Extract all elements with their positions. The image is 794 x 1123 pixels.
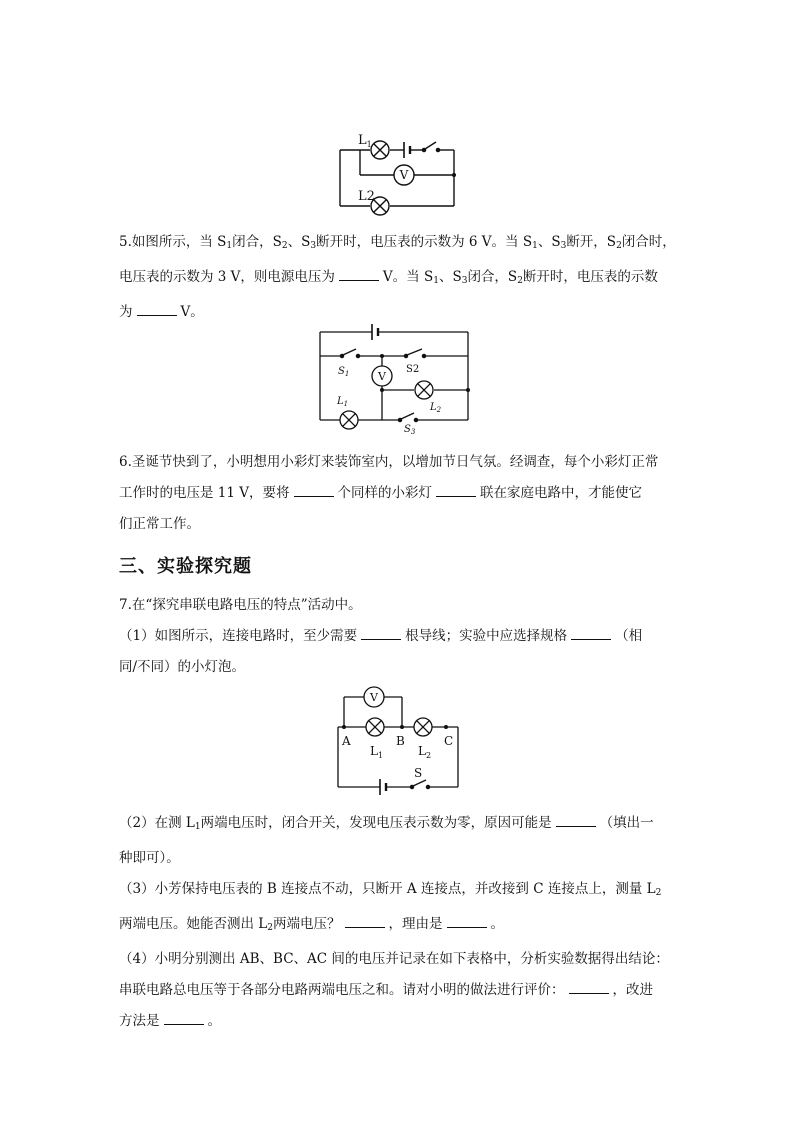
label-c: C [444,734,454,748]
answer-blank[interactable] [447,915,487,928]
answer-blank[interactable] [436,484,476,497]
answer-blank[interactable] [345,915,385,928]
label-v: V [370,691,378,704]
label-l2: $L_2$ [430,402,442,414]
junction-dot [452,173,456,177]
question-7-parts: （2）在测 $L_1$两端电压时，闭合开关，发现电压表示数为零，原因可能是 （填出一 种即可）。 （3）小芳保持电压表的 B 连接点不动，只断开 A 连接点，并改接到 C 连接点上，测量 $L_2$ 两端电压。她能否测出 $L_2$两端电压？ ，理由是 。 （4）小明分别测出 AB、BC、AC 间的电压并记录在如下表格中，分析实验数据得出结论： 串联电路总电压等于各部分电路两端电压之和。请对小明的做法进行评价： ，改进 方法是 。 [119,815,669,1029]
label-s: S [414,766,423,780]
answer-blank[interactable] [556,814,596,827]
label-l1: $L_1$ [370,744,384,760]
label-a: A [342,734,351,748]
answer-blank[interactable] [339,268,379,281]
label-v: V [378,370,386,383]
answer-blank[interactable] [294,484,334,497]
circuit-diagram-1 [330,128,465,220]
label-v: V [399,168,409,182]
answer-blank[interactable] [571,627,611,640]
label-l1: $L_1$ [358,133,372,149]
label-l1: $L_1$ [337,396,349,408]
circuit-figure-1 [330,128,465,220]
label-s1: $S_1$ [338,366,350,378]
section-heading: 三、实验探究题 [119,556,252,577]
answer-blank[interactable] [569,981,609,994]
question-7-intro: 7.在“探究串联电路电压的特点”活动中。 （1）如图所示，连接电路时，至少需要 根导线；实验中应选择规格 （相 同/不同）的小灯泡。 [119,597,643,675]
label-l2: $L_2$ [418,744,432,760]
circuit-diagram-q7 [330,683,468,801]
answer-blank[interactable] [361,627,401,640]
question-6: 6.圣诞节快到了，小明想用小彩灯来装饰室内，以增加节日气氛。经调查，每个小彩灯正常 工作时的电压是 11 V，要将 个同样的小彩灯 联在家庭电路中，才能使它 们正常工作。 [119,454,659,532]
label-b: B [396,734,405,748]
label-s3: $S_3$ [404,424,416,436]
circuit-figure-q7 [330,683,468,801]
answer-blank[interactable] [137,303,177,316]
circuit-figure-q5 [312,320,477,438]
answer-blank[interactable] [164,1012,204,1025]
circuit-diagram-q5 [312,320,477,438]
label-l2: L2 [358,189,375,204]
question-5: 5.如图所示，当 $S_1$闭合，$S_2$、$S_3$断开时，电压表的示数为 6 V。当 $S_1$、$S_3$断开，$S_2$闭合时， 电压表的示数为 3 V，则电源电压为 V。当 $S_1$、$S_3$闭合，$S_2$断开时，电压表的示数 为 V。 [119,234,676,320]
label-s2: S2 [406,364,420,375]
